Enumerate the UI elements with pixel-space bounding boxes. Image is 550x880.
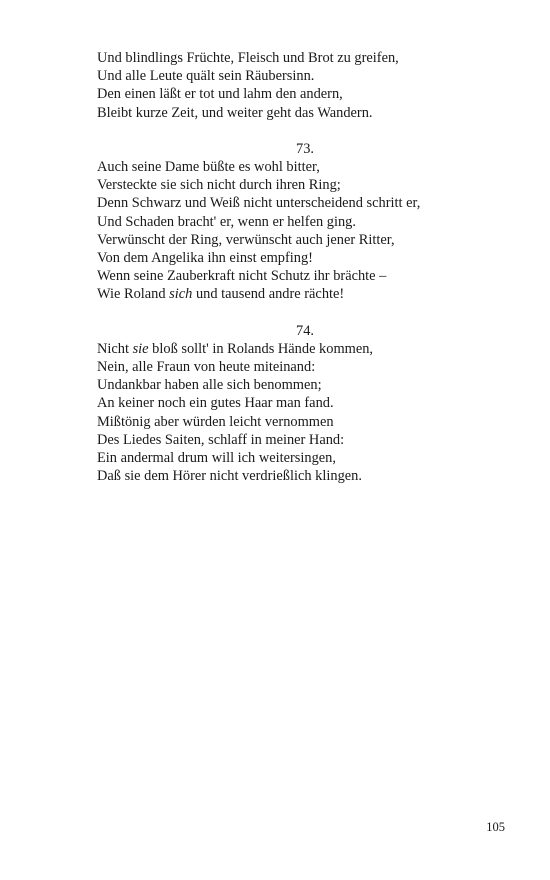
verse-line: Versteckte sie sich nicht durch ihren Ring; (97, 177, 341, 194)
stanza-continued (97, 49, 497, 122)
verse-segment: und tausend andre rächte! (192, 286, 345, 303)
verse-line: Auch seine Dame büßte es wohl bitter, (97, 159, 320, 176)
verse-line: Nein, alle Fraun von heute miteinand: (97, 359, 316, 376)
verse-line: Verwünscht der Ring, verwünscht auch jener Ritter, (97, 231, 395, 248)
stanza-74 (97, 322, 497, 486)
verse-line: Und blindlings Früchte, Fleisch und Brot zu greifen, (97, 50, 399, 66)
stanza-73 (97, 140, 497, 304)
verse-line: Den einen läßt er tot und lahm den andern, (97, 86, 343, 103)
verse-line (97, 285, 497, 303)
verse-emphasis: sie (132, 340, 149, 357)
stanza-number: 74. (296, 322, 314, 339)
poem-text (97, 49, 497, 485)
verse-line: Von dem Angelika ihn einst empfing! (97, 250, 313, 267)
page-number: 105 (486, 820, 505, 834)
verse-segment: bloß sollt' in Rolands Hände kommen, (148, 340, 374, 357)
verse-emphasis: sich (169, 286, 193, 303)
verse-line: Und alle Leute quält sein Räubersinn. (97, 68, 315, 85)
verse-line: Wenn seine Zauberkraft nicht Schutz ihr brächte – (97, 268, 387, 285)
stanza-number: 73. (296, 140, 314, 157)
verse-segment: Wie Roland (97, 286, 170, 303)
verse-line (97, 340, 497, 358)
verse-line: Bleibt kurze Zeit, und weiter geht das Wandern. (97, 104, 373, 121)
verse-line: Mißtönig aber würden leicht vernommen (97, 413, 334, 430)
verse-line: Denn Schwarz und Weiß nicht unterscheidend schritt er, (97, 195, 421, 212)
verse-line: Ein andermal drum will ich weitersingen, (97, 450, 336, 467)
verse-segment: Nicht (97, 340, 133, 357)
verse-line: An keiner noch ein gutes Haar man fand. (97, 395, 334, 412)
verse-line: Undankbar haben alle sich benommen; (97, 377, 322, 394)
verse-line: Des Liedes Saiten, schlaff in meiner Hand: (97, 431, 345, 448)
verse-line: Daß sie dem Hörer nicht verdrießlich klingen. (97, 468, 362, 485)
verse-line: Und Schaden bracht' er, wenn er helfen ging. (97, 213, 356, 230)
